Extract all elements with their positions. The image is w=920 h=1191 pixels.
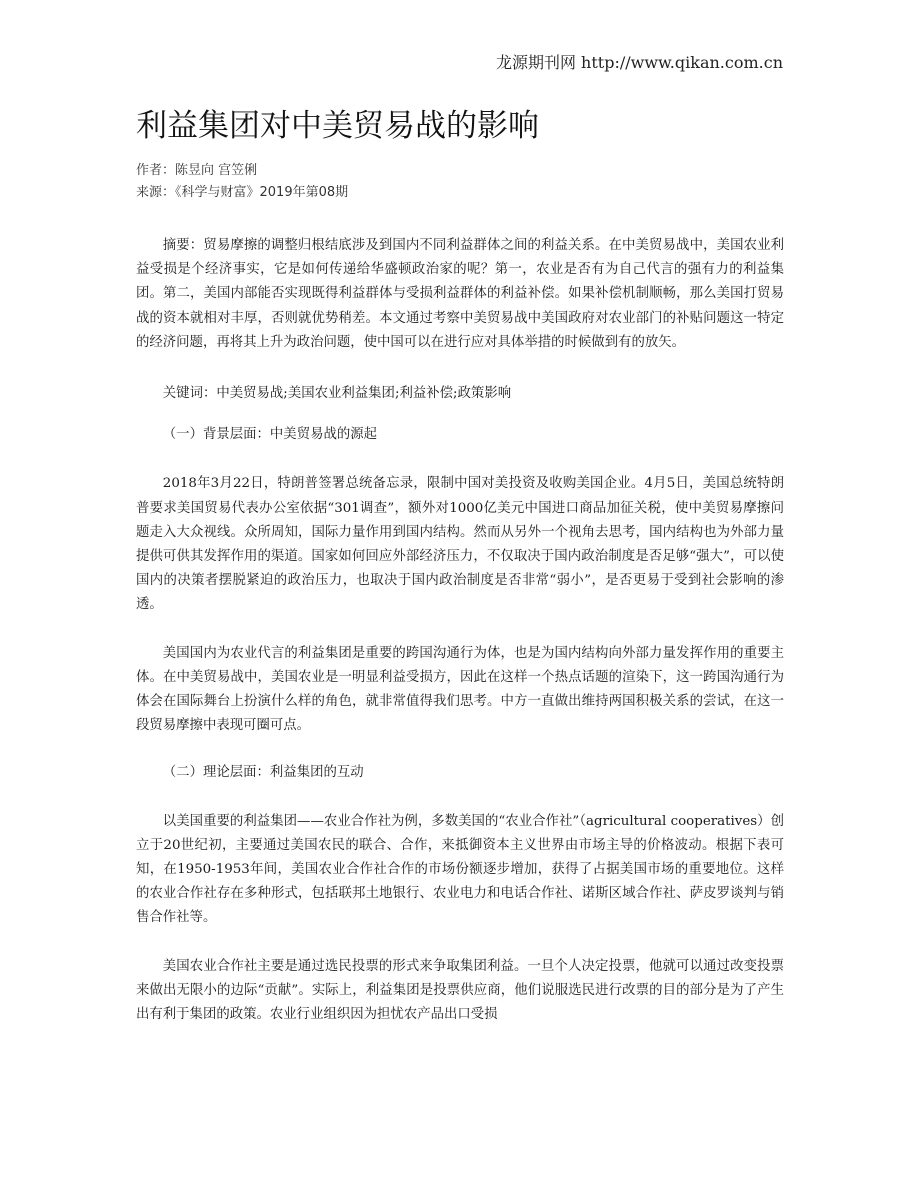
keywords-line: 关键词：中美贸易战;美国农业利益集团;利益补偿;政策影响	[162, 386, 512, 402]
body-paragraph: 美国国内为农业代言的利益集团是重要的跨国沟通行为体，也是为国内结构向外部力量发挥作用的重要主体。在中美贸易战中，美国农业是一明显利益受损方，因此在这样一个热点话题的渲染下，这一跨国沟通行为体会在国际舞台上扮演什么样的角色，就非常值得我们思考。中方一直做出维持两国积极关系的尝试，在这一段贸易摩擦中表现可圈可点。	[136, 645, 784, 734]
body-paragraph: 美国农业合作社主要是通过选民投票的形式来争取集团利益。一旦个人决定投票，他就可以通过改变投票来做出无限小的边际“贡献”。实际上，利益集团是投票供应商，他们说服选民进行改票的目的部分是为了产生出有利于集团的政策。农业行业组织因为担忧农产品出口受损	[136, 958, 784, 1023]
abstract-paragraph: 摘要：贸易摩擦的调整归根结底涉及到国内不同利益群体之间的利益关系。在中美贸易战中，美国农业利益受损是个经济事实，它是如何传递给华盛顿政治家的呢？第一，农业是否有为自己代言的强有力的利益集团。第二，美国内部能否实现既得利益群体与受损利益群体的利益补偿。如果补偿机制顺畅，那么美国打贸易战的资本就相对丰厚，否则就优势稍差。本文通过考察中美贸易战中美国政府对农业部门的补贴问题这一特定的经济问题，再将其上升为政治问题，使中国可以在进行应对具体举措的时候做到有的放矢。	[136, 238, 784, 350]
body-paragraph: 以美国重要的利益集团——农业合作社为例，多数美国的“农业合作社”（agricultural cooperatives）创立于20世纪初，主要通过美国农民的联合、合作，来抵御资本主义世界由市场主导的价格波动。根据下表可知，在1950-1953年间，美国农业合作社合作的市场份额逐步增加，获得了占据美国市场的重要地位。这样的农业合作社存在多种形式，包括联邦土地银行、农业电力和电话合作社、诺斯区域合作社、萨皮罗谈判与销售合作社等。	[136, 813, 784, 926]
author-line: 作者：陈昱向 宫笠俐	[136, 163, 258, 178]
site-header: 龙源期刊网 http://www.qikan.com.cn	[495, 53, 783, 72]
source-line: 来源：《科学与财富》2019年第08期	[136, 185, 349, 200]
article	[136, 102, 784, 1027]
section-heading-theory: （二）理论层面：利益集团的互动	[162, 765, 364, 781]
section-heading-background: （一）背景层面：中美贸易战的源起	[162, 427, 378, 443]
article-title: 利益集团对中美贸易战的影响	[136, 108, 539, 144]
body-paragraph: 2018年3月22日，特朗普签署总统备忘录，限制中国对美投资及收购美国企业。4月5日，美国总统特朗普要求美国贸易代表办公室依据“301调查”，额外对1000亿美元中国进口商品加征关税，使中美贸易摩擦问题走入大众视线。众所周知，国际力量作用到国内结构。然而从另外一个视角去思考，国内结构也为外部力量提供可供其发挥作用的渠道。国家如何回应外部经济压力，不仅取决于国内政治制度是否足够“强大”，可以使国内的决策者摆脱紧迫的政治压力，也取决于国内政治制度是否非常“弱小”，是否更易于受到社会影响的渗透。	[136, 476, 784, 613]
